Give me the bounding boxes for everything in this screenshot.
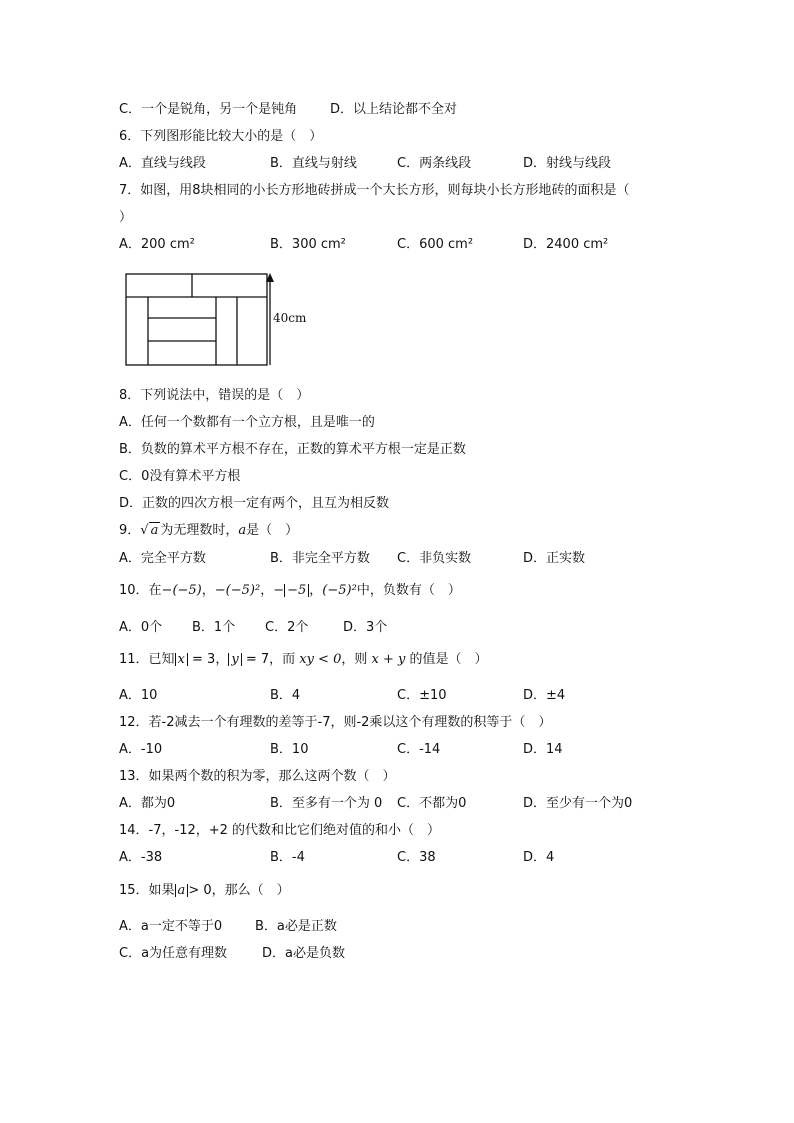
q9-stem bbox=[119, 523, 298, 539]
q10-expr-3-prefix: − bbox=[273, 583, 285, 598]
q11-abs-y: y bbox=[228, 653, 241, 666]
q15-number: 15．如果 bbox=[119, 883, 175, 898]
q5-option-d: D．以上结论都不全对 bbox=[330, 102, 458, 117]
q7-option-c: C．600 cm² bbox=[397, 237, 474, 252]
q14-option-d: D．4 bbox=[523, 850, 555, 865]
q12-option-a: A．-10 bbox=[119, 742, 163, 757]
q14-stem: 14．-7，-12，+2 的代数和比它们绝对值的和小（ ） bbox=[119, 823, 441, 838]
q15-end: > 0，那么（ ） bbox=[188, 883, 290, 898]
q13-stem: 13．如果两个数的积为零，那么这两个数（ ） bbox=[119, 769, 396, 784]
q11-condition: xy < 0 bbox=[299, 652, 342, 667]
q13-option-c: C．不都为0 bbox=[397, 796, 467, 811]
q11-end: 的值是（ ） bbox=[405, 652, 488, 667]
q10-end: 中，负数有（ ） bbox=[356, 583, 461, 598]
q9-var: a bbox=[238, 523, 247, 538]
q11-abs-x: x bbox=[175, 653, 188, 666]
q10-option-c: C．2个 bbox=[265, 620, 309, 635]
q7-tile-figure bbox=[120, 270, 310, 370]
q7-option-a: A．200 cm² bbox=[119, 237, 195, 252]
q15-stem bbox=[119, 883, 290, 899]
q15-option-a: A．a一定不等于0 bbox=[119, 919, 223, 934]
q8-option-c: C．0没有算术平方根 bbox=[119, 469, 241, 484]
q13-option-a: A．都为0 bbox=[119, 796, 176, 811]
q7-figure-label: 40cm bbox=[273, 311, 307, 325]
q9-option-b: B．非完全平方数 bbox=[270, 551, 370, 566]
q15-abs-a: a bbox=[175, 884, 189, 897]
q11-option-d: D．±4 bbox=[523, 688, 566, 703]
q7-stem: 7．如图，用8块相同的小长方形地砖拼成一个大长方形，则每块小长方形地砖的面积是（ bbox=[119, 183, 630, 198]
q15-option-d: D．a必是负数 bbox=[262, 946, 345, 961]
q5-option-c: C．一个是锐角，另一个是钝角 bbox=[119, 102, 298, 117]
q12-option-d: D．14 bbox=[523, 742, 563, 757]
q9-radicand: a bbox=[150, 523, 159, 538]
q9-option-c: C．非负实数 bbox=[397, 551, 472, 566]
q10-sep-3: ， bbox=[309, 583, 323, 598]
q12-option-b: B．10 bbox=[270, 742, 309, 757]
q8-option-d: D．正数的四次方根一定有两个，且互为相反数 bbox=[119, 496, 390, 511]
q10-stem bbox=[119, 583, 461, 599]
q11-mid: ，则 bbox=[341, 652, 372, 667]
q6-option-a: A．直线与线段 bbox=[119, 156, 206, 171]
q11-option-b: B．4 bbox=[270, 688, 301, 703]
q10-expr-3-abs: −5 bbox=[284, 584, 309, 597]
q7-stem-end: ） bbox=[119, 210, 133, 225]
q15-option-b: B．a必是正数 bbox=[255, 919, 337, 934]
q13-option-b: B．至多有一个为 0 bbox=[270, 796, 383, 811]
q6-option-d: D．射线与线段 bbox=[523, 156, 612, 171]
q15-option-c: C．a为任意有理数 bbox=[119, 946, 228, 961]
q6-option-c: C．两条线段 bbox=[397, 156, 472, 171]
q6-stem: 6．下列图形能比较大小的是（ ） bbox=[119, 129, 323, 144]
q8-stem: 8．下列说法中，错误的是（ ） bbox=[119, 388, 310, 403]
outer-rectangle bbox=[126, 274, 267, 365]
q9-option-a: A．完全平方数 bbox=[119, 551, 206, 566]
q14-option-b: B．-4 bbox=[270, 850, 305, 865]
q8-option-a: A．任何一个数都有一个立方根，且是唯一的 bbox=[119, 415, 375, 430]
q11-stem bbox=[119, 652, 487, 668]
q10-option-d: D．3个 bbox=[343, 620, 388, 635]
q8-option-b: B．负数的算术平方根不存在，正数的算术平方根一定是正数 bbox=[119, 442, 466, 457]
q11-option-c: C．±10 bbox=[397, 688, 447, 703]
q11-eq-1: = 3， bbox=[187, 652, 229, 667]
q12-option-c: C．-14 bbox=[397, 742, 441, 757]
q7-option-d: D．2400 cm² bbox=[523, 237, 609, 252]
q10-expr-1: −(−5) bbox=[161, 583, 202, 598]
q10-sep-1: ， bbox=[201, 583, 215, 598]
q10-expr-4: (−5)² bbox=[322, 583, 357, 598]
q13-option-d: D．至少有一个为0 bbox=[523, 796, 633, 811]
q14-option-c: C．38 bbox=[397, 850, 436, 865]
q10-option-a: A．0个 bbox=[119, 620, 163, 635]
q9-option-d: D．正实数 bbox=[523, 551, 586, 566]
q12-stem: 12．若-2减去一个有理数的差等于-7，则-2乘以这个有理数的积等于（ ） bbox=[119, 715, 552, 730]
q6-option-b: B．直线与射线 bbox=[270, 156, 357, 171]
q9-end: 是（ ） bbox=[246, 523, 299, 538]
q9-number: 9． bbox=[119, 523, 141, 538]
q10-option-b: B．1个 bbox=[192, 620, 236, 635]
q10-number: 10．在 bbox=[119, 583, 162, 598]
q11-option-a: A．10 bbox=[119, 688, 158, 703]
q11-number: 11．已知 bbox=[119, 652, 175, 667]
q9-sqrt: √ a bbox=[140, 523, 159, 538]
q11-expression: x + y bbox=[371, 652, 406, 667]
q10-sep-2: ， bbox=[260, 583, 274, 598]
q7-option-b: B．300 cm² bbox=[270, 237, 346, 252]
q14-option-a: A．-38 bbox=[119, 850, 163, 865]
q11-eq-2: = 7，而 bbox=[241, 652, 300, 667]
q10-expr-2: −(−5)² bbox=[214, 583, 261, 598]
q9-mid: 为无理数时， bbox=[160, 523, 239, 538]
